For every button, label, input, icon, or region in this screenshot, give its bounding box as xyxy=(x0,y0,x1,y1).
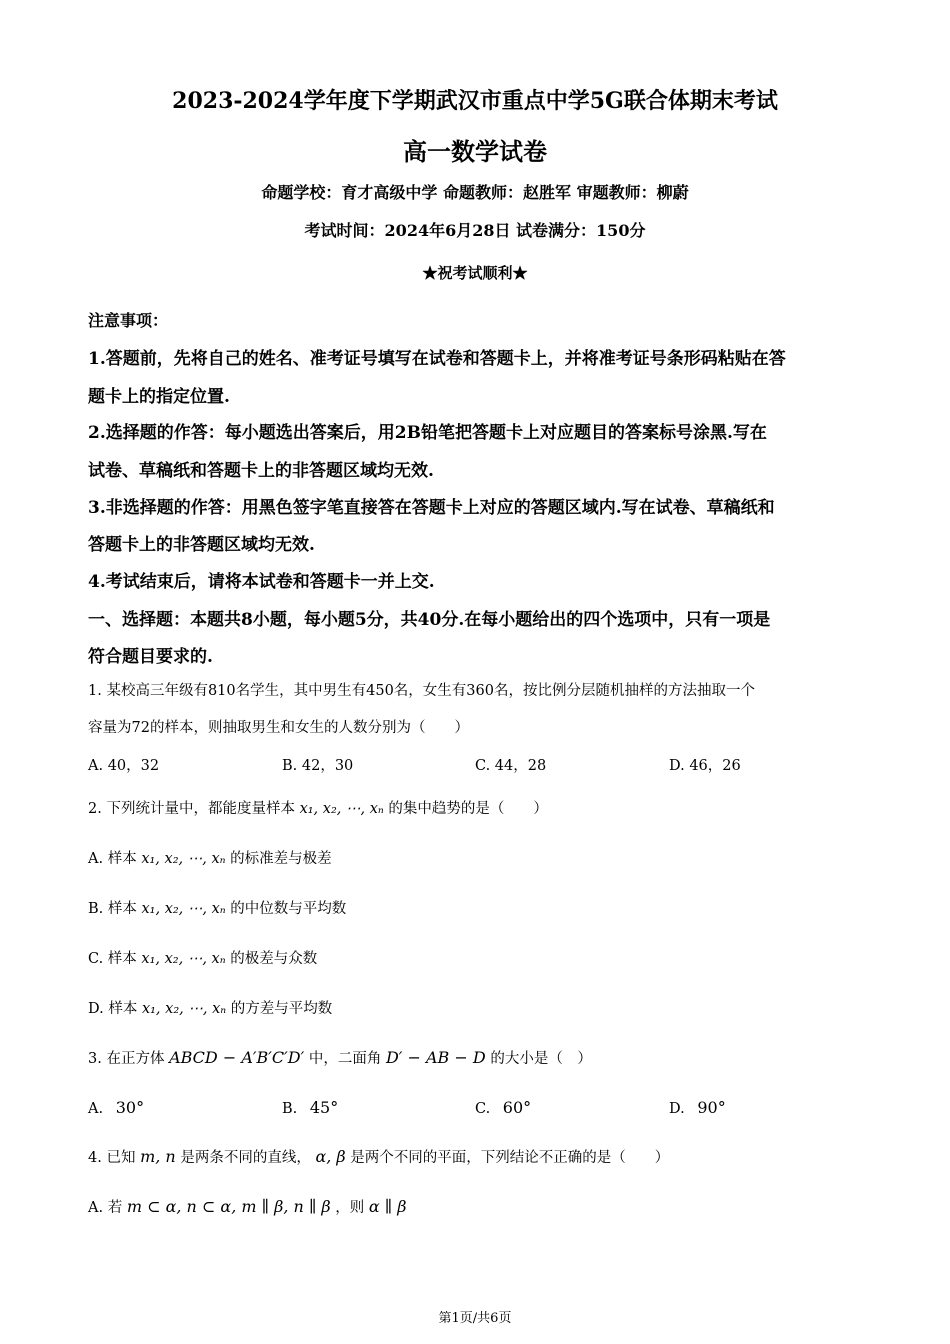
q2-option-a-seq: x₁, x₂, ⋯, xₙ xyxy=(141,851,226,867)
q2-option-a-suffix: 的标准差与极差 xyxy=(230,851,332,867)
q2-sequence: x₁, x₂, ⋯, xₙ xyxy=(299,801,384,817)
q4-mid: 是两条不同的直线， xyxy=(180,1150,311,1166)
q4-stem xyxy=(88,1146,669,1167)
q3-option-c-label: C. xyxy=(475,1101,491,1117)
page-footer: 第1页/共6页 xyxy=(438,1311,512,1326)
q2-option-a-prefix: A. 样本 xyxy=(88,851,137,867)
q3-option-b xyxy=(282,1098,338,1117)
q4-option-a-prefix: A. 若 xyxy=(88,1200,123,1216)
q1-stem: 1. 某校高三年级有810名学生，其中男生有450名，女生有360名，按比例分层随机抽样的方法抽取一个 xyxy=(88,683,755,699)
q2-option-c-seq: x₁, x₂, ⋯, xₙ xyxy=(141,951,226,967)
q3-option-a-value: 30° xyxy=(115,1098,145,1117)
q1-stem-cont: 容量为72的样本，则抽取男生和女生的人数分别为（ ） xyxy=(88,720,469,736)
q2-option-d xyxy=(88,997,332,1018)
exam-authors: 命题学校：育才高级中学 命题教师：赵胜军 审题教师：柳蔚 xyxy=(261,183,689,202)
note-line: 4.考试结束后，请将本试卷和答题卡一并上交. xyxy=(88,572,435,592)
q4-post: 是两个不同的平面，下列结论不正确的是（ ） xyxy=(350,1150,670,1166)
note-line: 3.非选择题的作答：用黑色签字笔直接答在答题卡上对应的答题区域内.写在试卷、草稿纸和 xyxy=(88,498,775,518)
q2-option-d-prefix: D. 样本 xyxy=(88,1001,138,1017)
q4-option-a xyxy=(88,1196,407,1217)
exam-info: 考试时间：2024年6月28日 试卷满分：150分 xyxy=(304,221,646,240)
q3-option-b-label: B. xyxy=(282,1101,298,1117)
exam-subtitle: 高一数学试卷 xyxy=(403,137,547,166)
q3-post: 的大小是（ ） xyxy=(490,1051,592,1067)
q2-stem-pre: 2. 下列统计量中，都能度量样本 xyxy=(88,801,295,817)
q2-option-a xyxy=(88,847,332,868)
q4-pre: 4. 已知 xyxy=(88,1150,136,1166)
notes-heading: 注意事项： xyxy=(88,311,169,330)
note-line: 2.选择题的作答：每小题选出答案后，用2B铅笔把答题卡上对应题目的答案标号涂黑.写在 xyxy=(88,423,767,443)
note-line: 1.答题前，先将自己的姓名、准考证号填写在试卷和答题卡上，并将准考证号条形码粘贴在答 xyxy=(88,349,786,369)
q2-stem-post: 的集中趋势的是（ ） xyxy=(388,801,548,817)
q3-option-c-value: 60° xyxy=(502,1098,532,1117)
q3-pre: 3. 在正方体 xyxy=(88,1051,165,1067)
q3-stem xyxy=(88,1047,592,1068)
note-line: 答题卡上的非答题区域均无效. xyxy=(88,535,315,555)
q2-option-d-seq: x₁, x₂, ⋯, xₙ xyxy=(141,1001,227,1017)
note-line: 试卷、草稿纸和答题卡上的非答题区域均无效. xyxy=(88,461,434,481)
q1-option-c: C. 44，28 xyxy=(475,758,547,774)
section-heading-cont: 符合题目要求的. xyxy=(88,647,213,667)
q4-planes: α, β xyxy=(315,1147,346,1166)
q2-option-b-seq: x₁, x₂, ⋯, xₙ xyxy=(141,901,226,917)
q2-option-d-suffix: 的方差与平均数 xyxy=(230,1001,333,1017)
q3-solid: ABCD − A′B′C′D′ xyxy=(169,1048,305,1067)
q4-option-a-condition: m ⊂ α, n ⊂ α, m ∥ β, n ∥ β xyxy=(126,1197,331,1216)
exam-wish: ★祝考试顺利★ xyxy=(422,264,528,282)
q2-option-c-suffix: 的极差与众数 xyxy=(230,951,318,967)
q4-lines: m, n xyxy=(140,1147,176,1166)
q3-option-c xyxy=(475,1098,531,1117)
q3-option-b-value: 45° xyxy=(309,1098,339,1117)
q4-option-a-conclusion: α ∥ β xyxy=(368,1197,407,1216)
q3-option-a xyxy=(88,1098,144,1117)
q2-stem xyxy=(88,797,548,818)
q1-option-b: B. 42，30 xyxy=(282,758,354,774)
q4-option-a-mid: ，则 xyxy=(335,1200,365,1216)
q3-option-d-label: D. xyxy=(669,1101,685,1117)
q3-option-d-value: 90° xyxy=(697,1098,726,1117)
q2-option-c xyxy=(88,947,317,968)
q2-option-c-prefix: C. 样本 xyxy=(88,951,137,967)
q3-option-a-label: A. xyxy=(88,1101,104,1117)
q2-option-b xyxy=(88,897,346,918)
exam-title: 2023-2024学年度下学期武汉市重点中学5G联合体期末考试 xyxy=(172,88,778,114)
q1-option-d: D. 46，26 xyxy=(669,758,741,774)
section-heading: 一、选择题：本题共8小题，每小题5分，共40分.在每小题给出的四个选项中，只有一项是 xyxy=(88,610,771,630)
q3-mid: 中，二面角 xyxy=(308,1051,382,1067)
q2-option-b-suffix: 的中位数与平均数 xyxy=(230,901,347,917)
note-line: 题卡上的指定位置. xyxy=(88,387,230,407)
q3-angle: D′ − AB − D xyxy=(385,1048,486,1067)
q2-option-b-prefix: B. 样本 xyxy=(88,901,137,917)
q1-option-a: A. 40，32 xyxy=(88,758,160,774)
q3-option-d xyxy=(669,1098,726,1117)
